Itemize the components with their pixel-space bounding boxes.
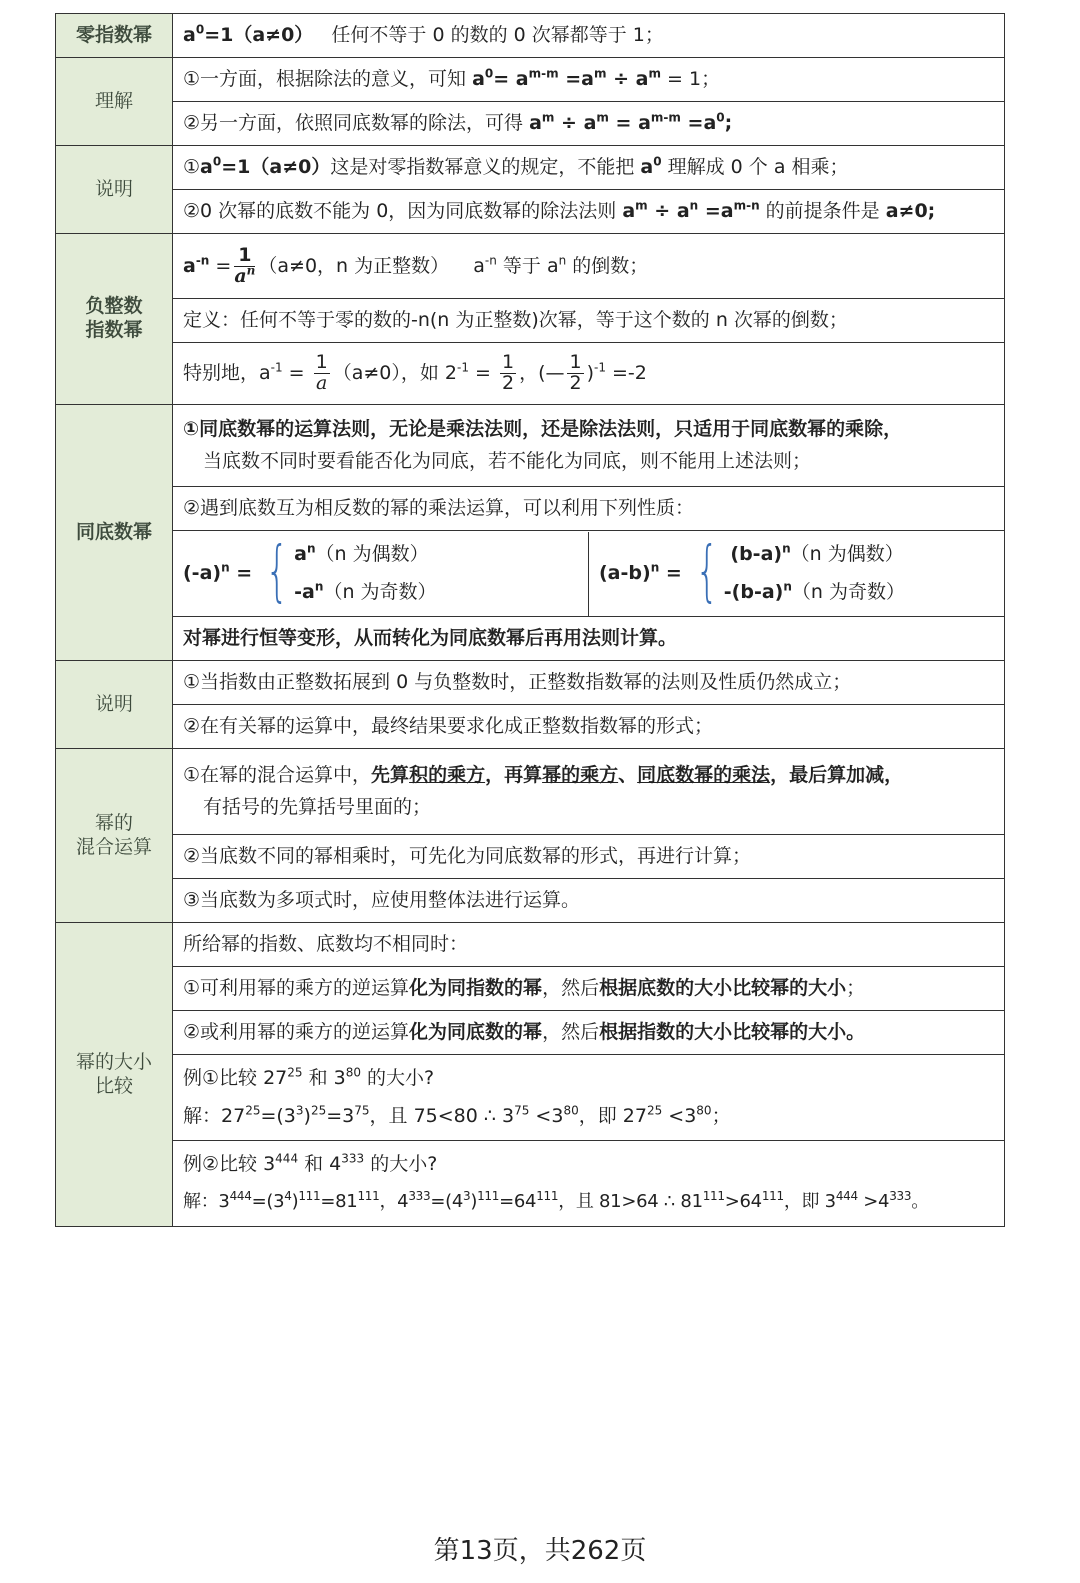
compare-example-1-text: 例①比较 $27^{25}$ 和 $3^{80}$ 的大小? 解：$27^{25}=(3^3)^{25}=3^{75}$，且 75<80 ∴ $3^{75} <3^{80}$，即 $27^{25} <3^{80}$； [173,1055,1005,1141]
understand-text-2: ②另一方面，依照同底数幂的除法，可得 $a^m \div a^m = a^{m-m} =a^0$; [173,102,1005,146]
compare-row-3 [56,1011,1005,1055]
section-title-explain1: 说明 [56,146,173,234]
page-footer: 第13页，共262页 [433,1536,647,1566]
section-title-samebase: 同底数幂 [56,405,173,661]
explain2-row-2 [56,705,1005,749]
zero-row [56,14,1005,58]
section-title-mixed: 幂的 混合运算 [56,749,173,923]
samebase-text-1: ①同底数幂的运算法则，无论是乘法法则，还是除法法则，只适用于同底数幂的乘除， 当底数不同时要看能否化为同底，若不能化为同底，则不能用上述法则； [173,405,1005,487]
understand-row-1 [56,58,1005,102]
section-title-negative: 负整数 指数幂 [56,234,173,405]
compare-example-1 [56,1055,1005,1141]
samebase-row-2 [56,487,1005,531]
samebase-row-4 [56,617,1005,661]
explain1-row-2 [56,190,1005,234]
samebase-text-4: 对幂进行恒等变形，从而转化为同底数幂后再用法则计算。 [173,617,1005,661]
section-title-understand: 理解 [56,58,173,146]
section-title-explain2: 说明 [56,661,173,749]
compare-text-1: ①可利用幂的乘方的逆运算化为同指数的幂，然后根据底数的大小比较幂的大小； [173,967,1005,1011]
property-neg-a: $(-a)^n$ = { $a^n(n$ 为偶数） $-a^n(n$ 为奇数） [173,532,589,616]
negative-text-3: 特别地，$a^{-1}$ = $\frac{1}{a}$ （a≠0），如 $2^{-1}$ = $\frac{1}{2}$ ，(— $\frac{1}{2}$ )$^{-1}$ =-2 [173,343,1005,405]
negative-text-1: $a^{-n}$ = $\frac{1}{a^n}$ （a≠0，n 为正整数） $a^{-n}$ 等于 $a^n$ 的倒数； [173,234,1005,299]
negative-row-1 [56,234,1005,299]
understand-row-2 [56,102,1005,146]
brace-icon: { [265,531,289,609]
explain2-row-1 [56,661,1005,705]
negative-text-2: 定义：任何不等于零的数的-n(n 为正整数)次幂，等于这个数的 n 次幂的倒数； [173,299,1005,343]
compare-intro: 所给幂的指数、底数均不相同时： [173,923,1005,967]
negative-row-2 [56,299,1005,343]
brace-icon: { [695,531,719,609]
mixed-row-1 [56,749,1005,835]
section-title-compare: 幂的大小 比较 [56,923,173,1227]
mixed-row-3 [56,879,1005,923]
compare-text-2: ②或利用幂的乘方的逆运算化为同底数的幂，然后根据指数的大小比较幂的大小。 [173,1011,1005,1055]
samebase-row-3 [56,531,1005,617]
samebase-row-1 [56,405,1005,487]
negative-row-3 [56,343,1005,405]
zero-definition: $a^0=1(a\ne 0)$ 任何不等于 0 的数的 0 次幂都等于 1； [173,14,1005,58]
samebase-text-2: ②遇到底数互为相反数的幂的乘法运算，可以利用下列性质： [173,487,1005,531]
explain1-row-1 [56,146,1005,190]
understand-text-1: ①一方面，根据除法的意义，可知 $a^0= a^{m-m} =a^m \div a^m = 1$； [173,58,1005,102]
section-title-zero: 零指数幂 [56,14,173,58]
compare-example-2 [56,1141,1005,1227]
compare-row-2 [56,967,1005,1011]
mixed-text-2: ②当底数不同的幂相乘时，可先化为同底数幂的形式，再进行计算； [173,835,1005,879]
mixed-text-1: ①在幂的混合运算中，先算积的乘方，再算幂的乘方、同底数幂的乘法，最后算加减， 有括号的先算括号里面的； [173,749,1005,835]
samebase-properties [173,531,1005,617]
mixed-row-2 [56,835,1005,879]
mixed-text-3: ③当底数为多项式时，应使用整体法进行运算。 [173,879,1005,923]
compare-row-1 [56,923,1005,967]
property-a-minus-b: $(a-b)^n$ = { $(b-a)^n(n$ 为偶数） $-(b-a)^n(n$ 为奇数） [599,531,905,609]
explain1-text-1: $①a^0=1(a\ne 0)$这是对零指数幂意义的规定，不能把 $a^0$ 理解成 0 个 a 相乘； [173,146,1005,190]
compare-example-2-text: 例②比较 $3^{444}$ 和 $4^{333}$ 的大小? 解：$3^{444}=(3^4)^{111}=81^{111}$，$4^{333}=(4^3)^{111}=64^{111}$，且 81>64 ∴ $81^{111}>64^{111}$，即 $3^{444} >4^{333}$。 [173,1141,1005,1227]
explain2-text-1: ①当指数由正整数拓展到 0 与负整数时，正整数指数幂的法则及性质仍然成立； [173,661,1005,705]
knowledge-table [55,13,1005,1227]
explain1-text-2: ②0 次幂的底数不能为 0，因为同底数幂的除法法则 $a^m \div a^n =a^{m-n}$ 的前提条件是 a≠0; [173,190,1005,234]
explain2-text-2: ②在有关幂的运算中，最终结果要求化成正整数指数幂的形式； [173,705,1005,749]
